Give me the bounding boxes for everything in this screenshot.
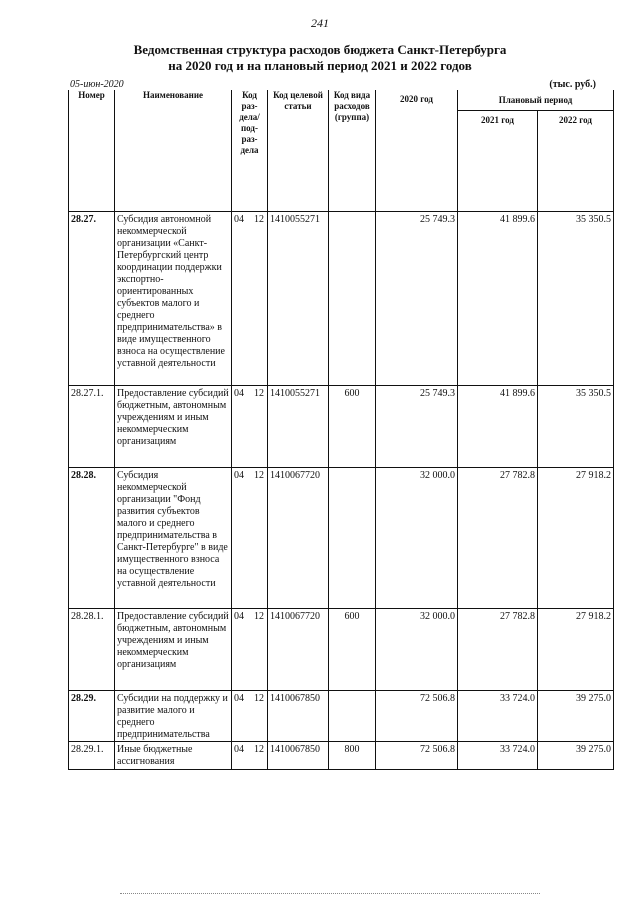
header-name: Наименование: [115, 90, 232, 212]
row-amount-2021: 41 899.6: [458, 212, 538, 386]
row-amount-2021: 27 782.8: [458, 609, 538, 691]
section-code: 04: [234, 611, 244, 622]
header-expense-type-code: Код вида расходов (группа): [329, 90, 376, 212]
row-section-code: [232, 468, 268, 609]
row-amount-2020: 32 000.0: [376, 609, 458, 691]
row-name: Предоставление субсидий бюджетным, автономным учреждениям и иным некоммерческим организациям: [115, 609, 232, 691]
scan-artifact-line: [120, 893, 540, 896]
header-planned-period: Плановый период: [458, 90, 614, 111]
row-number: 28.29.1.: [69, 742, 115, 770]
row-section-code: [232, 212, 268, 386]
header-section-code: Код раз-дела/ под-раз-дела: [232, 90, 268, 212]
header-target-code: Код целевой статьи: [268, 90, 329, 212]
header-year-2021: 2021 год: [458, 111, 538, 212]
section-code: 04: [234, 388, 244, 399]
row-amount-2021: 41 899.6: [458, 386, 538, 468]
table-row: [69, 691, 614, 742]
row-target-code: 1410067850: [268, 691, 329, 742]
title-line-1: Ведомственная структура расходов бюджета Санкт-Петербурга: [133, 42, 507, 57]
row-target-code: 1410067720: [268, 609, 329, 691]
document-date: 05-июн-2020: [70, 79, 124, 90]
row-amount-2020: 72 506.8: [376, 742, 458, 770]
row-amount-2020: 25 749.3: [376, 212, 458, 386]
row-amount-2020: 25 749.3: [376, 386, 458, 468]
header-year-2020: 2020 год: [376, 90, 458, 212]
page-number: 241: [311, 16, 329, 30]
table-body: [69, 212, 614, 770]
row-number: 28.28.1.: [69, 609, 115, 691]
row-amount-2021: 33 724.0: [458, 742, 538, 770]
row-amount-2020: 72 506.8: [376, 691, 458, 742]
row-name: Предоставление субсидий бюджетным, автономным учреждениям и иным некоммерческим организациям: [115, 386, 232, 468]
section-code: 04: [234, 470, 244, 481]
header-number: Номер: [69, 90, 115, 212]
subsection-code: 12: [254, 611, 264, 622]
row-number: 28.27.1.: [69, 386, 115, 468]
row-amount-2022: 35 350.5: [538, 386, 614, 468]
subsection-code: 12: [254, 214, 264, 225]
row-section-code: [232, 609, 268, 691]
row-expense-type: [329, 212, 376, 386]
row-number: 28.27.: [69, 212, 115, 386]
table-row: [69, 742, 614, 770]
row-name: Субсидия некоммерческой организации "Фонд развития субъектов малого и среднего предпринимательства в Санкт-Петербурге" в виде имущественного взноса на осуществление уставной деятельности: [115, 468, 232, 609]
row-section-code: [232, 742, 268, 770]
row-expense-type: 600: [329, 609, 376, 691]
subsection-code: 12: [254, 693, 264, 704]
budget-table: [68, 90, 614, 770]
section-code: 04: [234, 214, 244, 225]
row-amount-2022: 39 275.0: [538, 691, 614, 742]
row-expense-type: 600: [329, 386, 376, 468]
section-code: 04: [234, 693, 244, 704]
row-target-code: 1410055271: [268, 212, 329, 386]
row-number: 28.28.: [69, 468, 115, 609]
row-amount-2022: 39 275.0: [538, 742, 614, 770]
subsection-code: 12: [254, 744, 264, 755]
row-section-code: [232, 691, 268, 742]
row-target-code: 1410055271: [268, 386, 329, 468]
row-expense-type: [329, 691, 376, 742]
row-number: 28.29.: [69, 691, 115, 742]
row-expense-type: [329, 468, 376, 609]
document-title: [0, 42, 640, 74]
section-code: 04: [234, 744, 244, 755]
units-label: (тыс. руб.): [549, 79, 596, 90]
table-row: [69, 468, 614, 609]
header-year-2022: 2022 год: [538, 111, 614, 212]
subsection-code: 12: [254, 388, 264, 399]
table-row: [69, 386, 614, 468]
row-name: Иные бюджетные ассигнования: [115, 742, 232, 770]
title-line-2: на 2020 год и на плановый период 2021 и 2022 годов: [168, 58, 472, 73]
row-expense-type: 800: [329, 742, 376, 770]
row-name: Субсидии на поддержку и развитие малого и среднего предпринимательства: [115, 691, 232, 742]
row-amount-2021: 33 724.0: [458, 691, 538, 742]
table-row: [69, 212, 614, 386]
row-target-code: 1410067720: [268, 468, 329, 609]
row-name: Субсидия автономной некоммерческой организации «Санкт-Петербургский центр координации поддержки экспортно-ориентированных субъектов малого и среднего предпринимательства» в виде имущественного взноса на осуществление уставной деятельности: [115, 212, 232, 386]
row-amount-2022: 27 918.2: [538, 468, 614, 609]
row-target-code: 1410067850: [268, 742, 329, 770]
table-row: [69, 609, 614, 691]
row-amount-2021: 27 782.8: [458, 468, 538, 609]
row-section-code: [232, 386, 268, 468]
row-amount-2022: 27 918.2: [538, 609, 614, 691]
row-amount-2022: 35 350.5: [538, 212, 614, 386]
row-amount-2020: 32 000.0: [376, 468, 458, 609]
subsection-code: 12: [254, 470, 264, 481]
